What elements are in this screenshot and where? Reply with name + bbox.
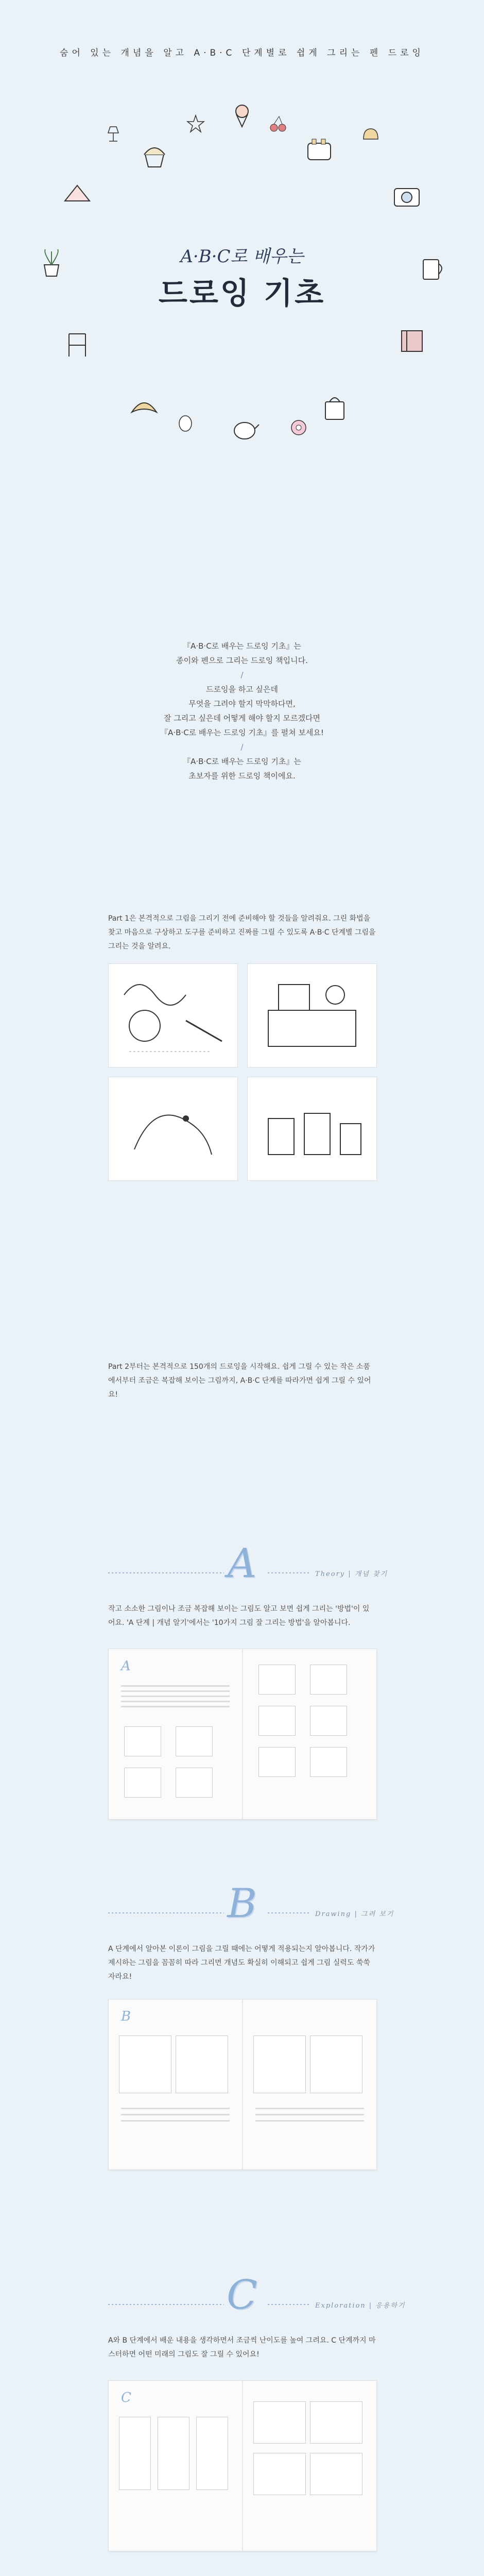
marker-dotted-line xyxy=(108,1912,224,1913)
ice-cream-icon xyxy=(229,103,255,129)
section-letter: A xyxy=(227,1540,257,1587)
section-caption: Exploration | 응용하기 xyxy=(315,2302,406,2310)
section-letter: B xyxy=(227,1880,257,1927)
intro-line: 무엇을 그려야 할지 막막하다면, xyxy=(188,699,296,708)
egg-icon xyxy=(175,412,196,433)
section-b-spread-image xyxy=(108,1999,377,2170)
intro-line: 『A·B·C로 배우는 드로잉 기초』를 펼쳐 보세요! xyxy=(160,728,324,737)
marker-dotted-line xyxy=(268,2304,309,2305)
croissant-icon xyxy=(129,392,160,422)
bag-icon xyxy=(319,392,350,422)
title-english: A·B·C로 배우는 xyxy=(180,246,304,267)
cupcake-icon xyxy=(139,139,170,170)
marker-dotted-line xyxy=(268,1912,309,1913)
intro-divider: / xyxy=(240,742,244,752)
page-letter: A xyxy=(121,1658,131,1674)
section-a-marker xyxy=(0,1540,484,1597)
intro-line: 잘 그리고 싶은데 어떻게 해야 할지 모르겠다면 xyxy=(164,714,320,723)
section-caption: Theory | 개념 찾기 xyxy=(315,1570,388,1578)
camera-icon xyxy=(391,180,422,211)
header xyxy=(0,0,484,804)
section-letter: C xyxy=(227,2272,257,2318)
chair-icon xyxy=(62,330,93,361)
section-b-text: A 단계에서 알아본 이론이 그림을 그릴 때에는 어떻게 적용되는지 알아봅니다. 작가가 제시하는 그림을 꼼꼼히 따라 그리면 개념도 확실히 이해되고 쉽게 그림 실력도 쑥쑥 자라요! xyxy=(108,1945,375,1981)
intro-divider: / xyxy=(240,670,244,680)
part2-description: Part 2부터는 본격적으로 150개의 드로잉을 시작해요. 쉽게 그릴 수 있는 작은 소품에서부터 조금은 복잡해 보이는 그림까지, A·B·C 단계를 따라가면 쉽게 그릴 수 있어요! xyxy=(108,1363,371,1399)
donut-icon xyxy=(288,417,309,438)
intro-line: 초보자를 위한 드로잉 책이에요. xyxy=(188,771,296,781)
sketch-bird-image xyxy=(108,1077,238,1181)
page-letter: C xyxy=(121,2390,131,2405)
intro-line: 종이와 펜으로 그리는 드로잉 책입니다. xyxy=(176,656,308,665)
page-letter: B xyxy=(121,2009,131,2024)
section-b-marker xyxy=(0,1880,484,1937)
intro-line: 드로잉을 하고 싶은데 xyxy=(206,685,278,694)
marker-dotted-line xyxy=(108,1572,224,1573)
book-icon xyxy=(396,325,427,355)
teapot-icon xyxy=(229,412,260,443)
marker-dotted-line xyxy=(108,2304,224,2305)
sketch-cups-image xyxy=(247,1077,377,1181)
marker-dotted-line xyxy=(268,1572,309,1573)
lamp-icon xyxy=(103,124,124,144)
sketch-tools-image xyxy=(108,963,238,1067)
section-c-text: A와 B 단계에서 배운 내용을 생각하면서 조금씩 난이도를 높여 그려요. C 단계까지 마스터하면 어떤 미래의 그림도 잘 그릴 수 있어요! xyxy=(108,2336,376,2359)
tagline: 숨어 있는 개념을 알고 A·B·C 단계별로 쉽게 그리는 펜 드로잉 xyxy=(60,48,424,58)
title-korean: 드로잉 기초 xyxy=(158,276,326,311)
section-a-text: 작고 소소한 그림이나 조금 복잡해 보이는 그림도 알고 보면 쉽게 그리는 '방법'이 있어요. 'A 단계 | 개념 알기'에서는 '10가지 그림 잘 그리는 방법'을 알아봅니다. xyxy=(108,1605,370,1627)
cherry-icon xyxy=(268,113,288,134)
intro-text xyxy=(0,639,484,783)
section-caption: Drawing | 그려 보기 xyxy=(315,1910,394,1918)
bread-icon xyxy=(360,124,381,144)
intro-line: 『A·B·C로 배우는 드로잉 기초』는 xyxy=(183,757,301,766)
section-c-spread-image xyxy=(108,2380,377,2551)
toaster-icon xyxy=(304,134,335,165)
star-icon xyxy=(185,113,206,134)
section-c-marker xyxy=(0,2272,484,2329)
part1-description: Part 1은 본격적으로 그림을 그리기 전에 준비해야 할 것들을 알려줘요. 그린 화법을 찾고 마음으로 구상하고 도구를 준비하고 진짜를 그릴 수 있도록 A·B·C 단계별 그림을 그리는 것을 알려요. xyxy=(108,914,376,951)
intro-line: 『A·B·C로 배우는 드로잉 기초』는 xyxy=(183,641,301,651)
section-a-spread-image xyxy=(108,1649,377,1820)
cake-icon xyxy=(62,180,93,206)
sketch-desk-image xyxy=(247,963,377,1067)
